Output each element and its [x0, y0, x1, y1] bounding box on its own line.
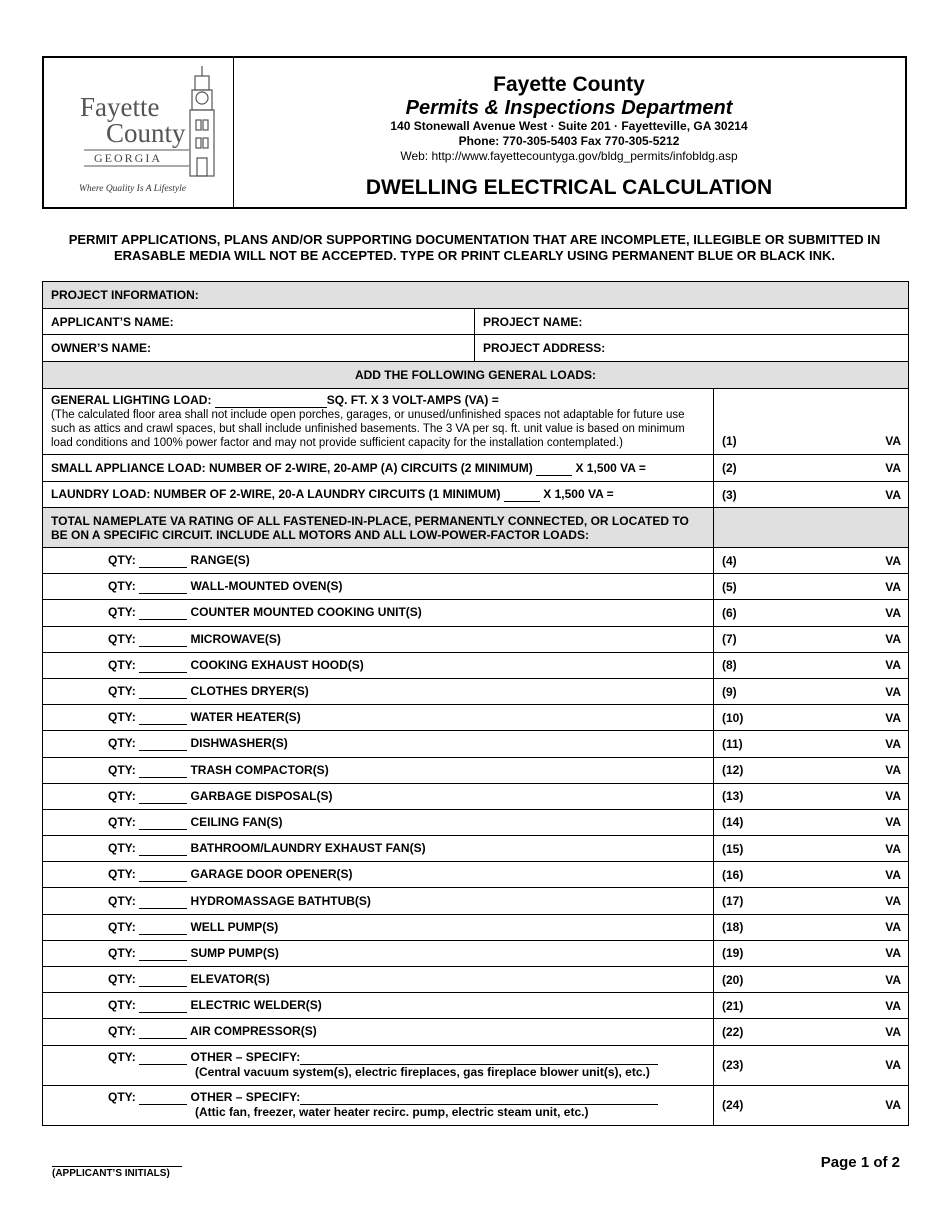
load-item-cell	[43, 914, 714, 940]
qty-input[interactable]	[139, 920, 187, 935]
lighting-label: GENERAL LIGHTING LOAD:	[51, 393, 212, 407]
line-number: (14)	[722, 815, 744, 830]
load-item-cell	[43, 574, 714, 600]
va-unit: VA	[885, 579, 902, 594]
qty-label: QTY:	[108, 657, 136, 672]
line-number: (5)	[722, 579, 737, 594]
load-item-va-cell[interactable]	[714, 888, 909, 914]
load-item-cell	[43, 548, 714, 574]
load-item-row	[43, 600, 909, 626]
load-item-label: GARAGE DOOR OPENER(S)	[190, 867, 353, 882]
qty-input[interactable]	[139, 763, 187, 778]
load-item-label: GARBAGE DISPOSAL(S)	[190, 788, 333, 803]
qty-input[interactable]	[139, 553, 187, 568]
load-item-cell	[43, 600, 714, 626]
load-item-label: WELL PUMP(S)	[190, 919, 279, 934]
line-number: (10)	[722, 710, 744, 725]
load-item-row	[43, 652, 909, 678]
qty-label: QTY:	[108, 1049, 136, 1064]
load-item-label: CEILING FAN(S)	[190, 814, 283, 829]
form-title: DWELLING ELECTRICAL CALCULATION	[365, 176, 773, 199]
load-item-cell	[43, 783, 714, 809]
load-item-va-cell[interactable]	[714, 652, 909, 678]
qty-input[interactable]	[139, 710, 187, 725]
va-unit: VA	[885, 710, 902, 725]
nameplate-heading-blank	[714, 508, 909, 548]
other-specify-input[interactable]	[300, 1050, 658, 1065]
line-number: (24)	[722, 1098, 744, 1113]
project-address-field[interactable]: PROJECT ADDRESS:	[475, 335, 909, 362]
qty-label: QTY:	[108, 762, 136, 777]
va-unit: VA	[885, 461, 902, 475]
other-note: (Central vacuum system(s), electric fireplaces, gas fireplace blower unit(s), etc.)	[195, 1064, 650, 1079]
line-number: (19)	[722, 946, 744, 961]
line-number: (1)	[722, 434, 737, 448]
load-item-row	[43, 993, 909, 1019]
applicant-name-field[interactable]: APPLICANT’S NAME:	[43, 309, 475, 335]
county-name: Fayette County	[493, 73, 645, 96]
qty-input[interactable]	[139, 579, 187, 594]
qty-label: QTY:	[108, 841, 136, 856]
load-item-cell	[43, 809, 714, 835]
qty-input[interactable]	[139, 658, 187, 673]
load-item-va-cell[interactable]	[714, 862, 909, 888]
other-va-cell-2[interactable]	[714, 1085, 909, 1125]
small-appliance-suffix: X 1,500 VA =	[575, 460, 646, 475]
small-appliance-row	[43, 455, 714, 482]
logo-line-fayette: Fayette	[80, 92, 160, 122]
load-item-label: ELECTRIC WELDER(S)	[190, 998, 322, 1013]
line-number: (2)	[722, 461, 737, 475]
qty-input[interactable]	[139, 1090, 187, 1105]
va-unit: VA	[885, 434, 902, 448]
load-item-va-cell[interactable]	[714, 574, 909, 600]
qty-label: QTY:	[108, 631, 136, 646]
page-number: Page 1 of 2	[820, 1154, 900, 1171]
va-unit: VA	[885, 553, 902, 568]
load-item-label: COUNTER MOUNTED COOKING UNIT(S)	[190, 605, 422, 620]
form-header	[42, 56, 907, 209]
line-number: (3)	[722, 487, 737, 502]
va-unit: VA	[885, 632, 902, 647]
load-item-row	[43, 705, 909, 731]
general-lighting-row	[43, 389, 714, 455]
va-unit: VA	[885, 815, 902, 830]
load-item-va-cell[interactable]	[714, 705, 909, 731]
qty-input[interactable]	[139, 998, 187, 1013]
load-item-cell	[43, 836, 714, 862]
qty-label: QTY:	[108, 919, 136, 934]
qty-label: QTY:	[108, 893, 136, 908]
load-item-label: COOKING EXHAUST HOOD(S)	[190, 657, 364, 672]
line-number: (11)	[722, 736, 743, 751]
qty-label: QTY:	[108, 579, 136, 594]
line-number: (23)	[722, 1058, 744, 1073]
other-va-cell-1[interactable]	[714, 1045, 909, 1085]
load-item-row	[43, 783, 909, 809]
laundry-row	[43, 482, 714, 508]
load-item-cell	[43, 678, 714, 704]
load-item-cell	[43, 967, 714, 993]
load-item-row	[43, 940, 909, 966]
line-number: (20)	[722, 972, 744, 987]
qty-label: QTY:	[108, 710, 136, 725]
sqft-input[interactable]	[215, 393, 327, 408]
load-item-row	[43, 678, 909, 704]
logo-state: GEORGIA	[94, 151, 162, 165]
load-item-va-cell[interactable]	[714, 783, 909, 809]
qty-label: QTY:	[108, 1024, 136, 1039]
load-item-label: HYDROMASSAGE BATHTUB(S)	[190, 893, 371, 908]
line-number: (9)	[722, 684, 737, 699]
qty-input[interactable]	[139, 789, 187, 804]
nameplate-heading: TOTAL NAMEPLATE VA RATING OF ALL FASTENED-IN-PLACE, PERMANENTLY CONNECTED, OR LOCATED TO BE ON A SPECIFIC CIRCUIT. INCLUDE ALL MOTORS AND ALL LOW-POWER-FACTOR LOADS:	[43, 508, 714, 548]
line-number: (8)	[722, 658, 737, 673]
load-item-label: CLOTHES DRYER(S)	[190, 684, 309, 699]
line-number: (12)	[722, 763, 744, 778]
load-item-label: TRASH COMPACTOR(S)	[190, 762, 329, 777]
va-unit: VA	[885, 920, 902, 935]
load-item-va-cell[interactable]	[714, 678, 909, 704]
department-phone: Phone: 770-305-5403 Fax 770-305-5212	[458, 134, 680, 148]
qty-input[interactable]	[139, 1050, 187, 1065]
qty-label: QTY:	[108, 814, 136, 829]
laundry-circuits-input[interactable]	[504, 487, 540, 502]
qty-input[interactable]	[139, 605, 187, 620]
load-item-row	[43, 626, 909, 652]
department-address: 140 Stonewall Avenue West · Suite 201 · Fayetteville, GA 30214	[390, 119, 748, 133]
load-item-va-cell[interactable]	[714, 993, 909, 1019]
qty-label: QTY:	[108, 736, 136, 751]
load-item-va-cell[interactable]	[714, 940, 909, 966]
qty-label: QTY:	[108, 867, 136, 882]
load-item-row	[43, 548, 909, 574]
department-name: Permits & Inspections Department	[405, 97, 733, 119]
qty-input[interactable]	[139, 894, 187, 909]
load-item-va-cell[interactable]	[714, 731, 909, 757]
load-item-va-cell[interactable]	[714, 967, 909, 993]
load-item-va-cell[interactable]	[714, 836, 909, 862]
load-item-va-cell[interactable]	[714, 626, 909, 652]
small-appliance-circuits-input[interactable]	[536, 461, 572, 476]
load-item-row	[43, 967, 909, 993]
qty-label: QTY:	[108, 945, 136, 960]
load-item-cell	[43, 705, 714, 731]
va-unit: VA	[885, 972, 902, 987]
qty-label: QTY:	[108, 553, 136, 568]
line-number: (15)	[722, 841, 744, 856]
load-item-row	[43, 757, 909, 783]
other-label: OTHER – SPECIFY:	[190, 1089, 301, 1104]
va-unit: VA	[885, 946, 902, 961]
load-item-label: ELEVATOR(S)	[190, 972, 270, 987]
load-item-va-cell[interactable]	[714, 1019, 909, 1045]
qty-label: QTY:	[108, 1089, 136, 1104]
load-item-row	[43, 574, 909, 600]
project-name-field[interactable]: PROJECT NAME:	[475, 309, 909, 335]
va-unit: VA	[885, 998, 902, 1013]
line-number: (22)	[722, 1024, 744, 1039]
other-note: (Attic fan, freezer, water heater recirc. pump, electric steam unit, etc.)	[195, 1104, 589, 1119]
va-unit: VA	[885, 736, 902, 751]
qty-label: QTY:	[108, 998, 136, 1013]
load-item-row	[43, 836, 909, 862]
load-item-va-cell[interactable]	[714, 914, 909, 940]
line-number: (6)	[722, 605, 737, 620]
line-number: (16)	[722, 867, 744, 882]
va-unit: VA	[885, 605, 902, 620]
va-unit: VA	[885, 894, 902, 909]
other-specify-row-2	[43, 1085, 714, 1125]
va-unit: VA	[885, 763, 902, 778]
load-item-cell	[43, 993, 714, 1019]
courthouse-logo-icon	[44, 58, 233, 207]
qty-label: QTY:	[108, 788, 136, 803]
load-item-va-cell[interactable]	[714, 757, 909, 783]
load-item-va-cell[interactable]	[714, 809, 909, 835]
other-specify-row-1	[43, 1045, 714, 1085]
load-item-cell	[43, 652, 714, 678]
load-item-label: WATER HEATER(S)	[190, 710, 301, 725]
load-item-label: SUMP PUMP(S)	[190, 945, 279, 960]
logo-slogan: Where Quality Is A Lifestyle	[79, 184, 186, 194]
laundry-va-cell[interactable]	[714, 482, 909, 508]
lighting-suffix: SQ. FT. X 3 VOLT-AMPS (VA) =	[326, 393, 499, 407]
load-item-row	[43, 888, 909, 914]
load-item-cell	[43, 757, 714, 783]
qty-input[interactable]	[139, 632, 187, 647]
va-unit: VA	[885, 684, 902, 699]
load-item-label: AIR COMPRESSOR(S)	[190, 1024, 317, 1039]
load-item-va-cell[interactable]	[714, 600, 909, 626]
other-specify-input[interactable]	[300, 1090, 658, 1105]
load-item-label: BATHROOM/LAUNDRY EXHAUST FAN(S)	[190, 841, 426, 856]
load-item-va-cell[interactable]	[714, 548, 909, 574]
load-item-label: RANGE(S)	[190, 553, 250, 568]
qty-label: QTY:	[108, 972, 136, 987]
project-info-heading: PROJECT INFORMATION:	[43, 282, 909, 309]
applicant-initials-line[interactable]: (APPLICANT’S INITIALS)	[52, 1166, 182, 1179]
line-number: (21)	[722, 998, 744, 1013]
line-number: (7)	[722, 632, 737, 647]
qty-input[interactable]	[139, 841, 187, 856]
load-item-cell	[43, 731, 714, 757]
lighting-va-cell[interactable]	[714, 389, 909, 455]
va-unit: VA	[885, 1024, 902, 1039]
qty-input[interactable]	[139, 736, 187, 751]
general-loads-heading: ADD THE FOLLOWING GENERAL LOADS:	[43, 362, 909, 389]
lighting-note: (The calculated floor area shall not include open porches, garages, or unused/unfinished spaces not adaptable for future use such as attics and crawl spaces, but shall include unfinished basements. The 3 VA per sq. ft. unit value is based on minimum load conditions and 100% power factor and may not provide sufficient capacity for the installation contemplated.)	[51, 409, 685, 449]
laundry-label: LAUNDRY LOAD: NUMBER OF 2-WIRE, 20-A LAUNDRY CIRCUITS (1 MINIMUM)	[51, 487, 501, 501]
line-number: (17)	[722, 894, 744, 909]
load-item-row	[43, 1019, 909, 1045]
va-unit: VA	[885, 1098, 902, 1113]
qty-label: QTY:	[108, 684, 136, 699]
small-appliance-label: SMALL APPLIANCE LOAD: NUMBER OF 2-WIRE, 20-AMP (A) CIRCUITS (2 MINIMUM)	[51, 460, 533, 475]
line-number: (13)	[722, 789, 744, 804]
qty-input[interactable]	[139, 684, 187, 699]
line-number: (4)	[722, 553, 737, 568]
laundry-suffix: X 1,500 VA =	[543, 487, 614, 501]
load-item-cell	[43, 888, 714, 914]
load-item-row	[43, 809, 909, 835]
calculation-table	[42, 281, 909, 1126]
qty-input[interactable]	[139, 867, 187, 882]
load-item-row	[43, 914, 909, 940]
load-item-cell	[43, 1019, 714, 1045]
va-unit: VA	[885, 487, 902, 502]
load-item-cell	[43, 862, 714, 888]
qty-label: QTY:	[108, 605, 136, 620]
qty-input[interactable]	[139, 946, 187, 961]
qty-input[interactable]	[139, 815, 187, 830]
va-unit: VA	[885, 841, 902, 856]
other-label: OTHER – SPECIFY:	[190, 1049, 301, 1064]
county-logo	[44, 58, 234, 207]
department-website: Web: http://www.fayettecountyga.gov/bldg_permits/infobldg.asp	[400, 149, 738, 163]
owner-name-field[interactable]: OWNER’S NAME:	[43, 335, 475, 362]
load-item-cell	[43, 626, 714, 652]
load-item-row	[43, 862, 909, 888]
load-item-label: WALL-MOUNTED OVEN(S)	[190, 579, 343, 594]
small-appliance-va-cell[interactable]	[714, 455, 909, 482]
load-item-label: DISHWASHER(S)	[190, 736, 288, 751]
va-unit: VA	[885, 658, 902, 673]
va-unit: VA	[885, 789, 902, 804]
va-unit: VA	[885, 867, 902, 882]
qty-input[interactable]	[139, 1024, 187, 1039]
logo-line-county: County	[106, 118, 186, 148]
load-item-cell	[43, 940, 714, 966]
load-item-row	[43, 731, 909, 757]
submission-notice: PERMIT APPLICATIONS, PLANS AND/OR SUPPORTING DOCUMENTATION THAT ARE INCOMPLETE, ILLEGIBLE OR SUBMITTED IN ERASABLE MEDIA WILL NOT BE ACCEPTED. TYPE OR PRINT CLEARLY USING PERMANENT BLUE OR BLACK INK.	[68, 232, 881, 263]
load-item-label: MICROWAVE(S)	[190, 631, 281, 646]
qty-input[interactable]	[139, 972, 187, 987]
line-number: (18)	[722, 920, 744, 935]
va-unit: VA	[885, 1058, 902, 1073]
